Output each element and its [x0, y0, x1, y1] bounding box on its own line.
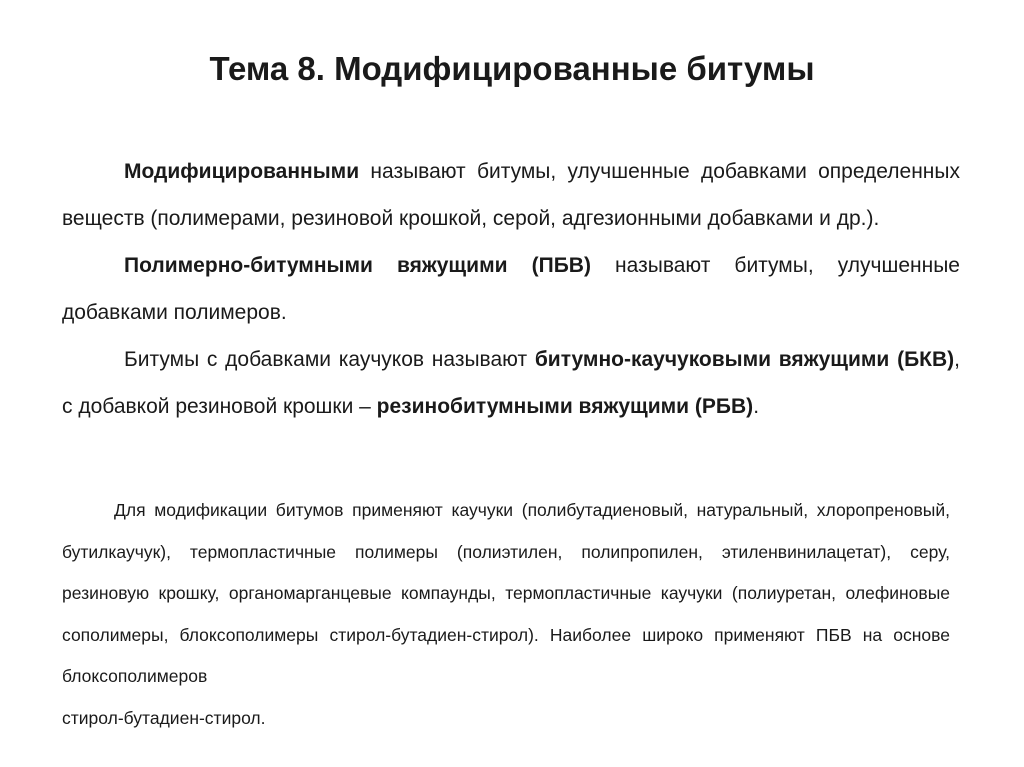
paragraph-text: Битумы с добавками каучуков называют — [124, 348, 535, 371]
paragraph-modified — [62, 148, 960, 242]
term-pbv: Полимерно-битумными вяжущими (ПБВ) — [124, 254, 591, 277]
paragraph-text: называют битумы, улучшенные добавками определенных веществ (полимерами, резиновой крошкой, серой, адгезионными добавками и др.). — [62, 160, 960, 230]
paragraph-text: , с добавкой резиновой крошки – — [62, 348, 960, 418]
term-rbv: резинобитумными вяжущими (РБВ) — [376, 395, 754, 418]
paragraph-text: называют битумы, улучшенные добавками полимеров. — [62, 254, 960, 324]
slide-title: Тема 8. Модифицированные битумы — [209, 50, 815, 87]
paragraph-bkv-rbv — [62, 336, 960, 430]
paragraph-pbv — [62, 242, 960, 336]
term-bkv: битумно-каучуковыми вяжущими (БКВ) — [534, 348, 955, 371]
paragraph-modifiers: Для модификации битумов применяют каучуки (полибутадиеновый, натуральный, хлоропреновый, бутилкаучук), термопластичные полимеры (полиэтилен, полипропилен, этиленвинилацетат), серу, резиновую крошку, органомарганцевые компаунды, термопластичные каучуки (полиуретан, олефиновые сополимеры, блоксополимеры стирол-бутадиен-стирол). Наиболее широко применяют ПБВ на основе блоксополимеров — [62, 500, 950, 686]
term-modified: Модифицированными — [124, 160, 360, 183]
modifiers-block — [62, 490, 950, 739]
paragraph-modifiers-end: стирол-бутадиен-стирол. — [62, 707, 266, 728]
paragraph-text: . — [753, 395, 760, 418]
definitions-block — [62, 148, 960, 430]
